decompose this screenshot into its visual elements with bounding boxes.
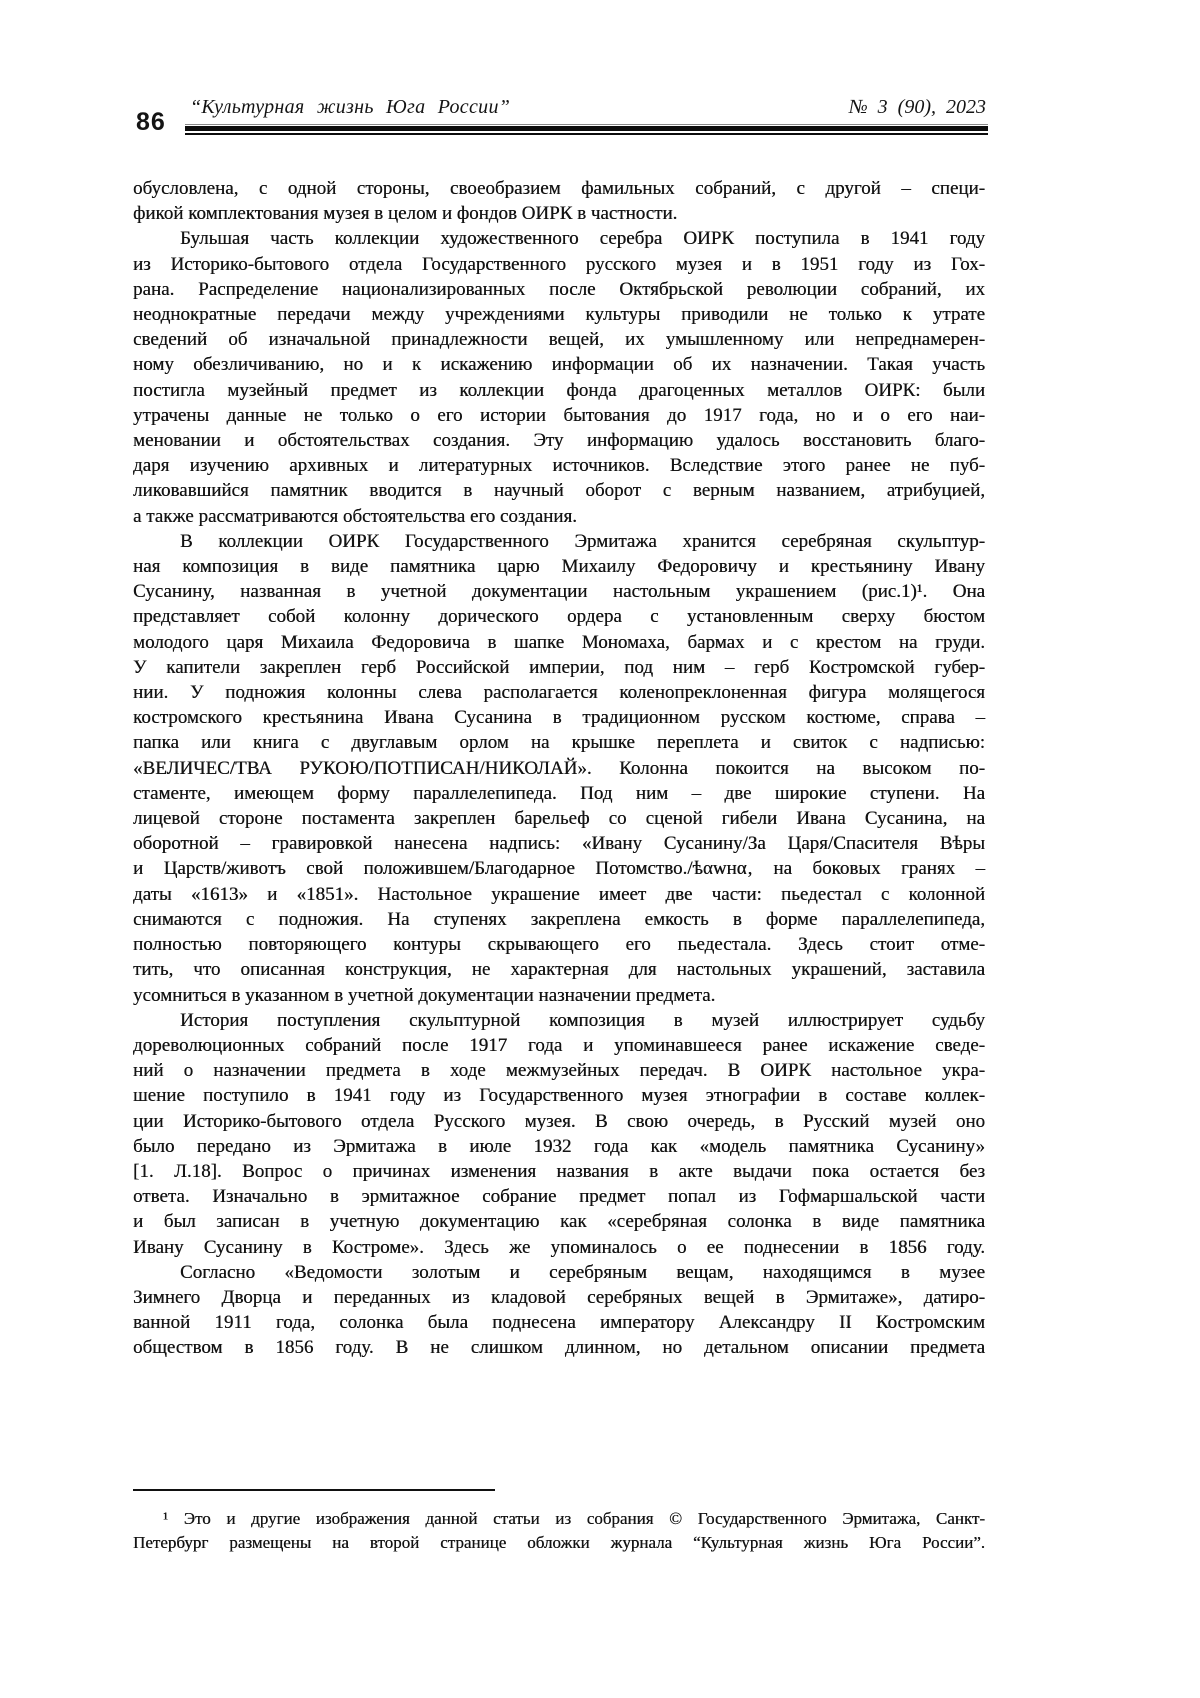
page-number: 86 [136,108,166,136]
text-line: ному обезличиванию, но и к искажению информации об их назначении. Такая участь [133,354,985,376]
text-line: обществом в 1856 году. В не слишком длинном, но детальном описании предмета [133,1337,985,1359]
text-line: В коллекции ОИРК Государственного Эрмитажа хранится серебряная скульптур- [180,530,985,552]
text-line: Бульшая часть коллекции художественного серебра ОИРК поступила в 1941 году [180,228,985,250]
text-line: неоднократные передачи между учреждениями культуры приводили не только к утрате [133,304,985,326]
text-line: сведений об изначальной принадлежности вещей, их умышленному или непреднамерен- [133,329,985,351]
issue-number: № 3 (90), 2023 [848,96,986,118]
text-line: утрачены данные не только о его истории бытования до 1917 года, но и о его наи- [133,404,985,426]
text-line: ликовавшийся памятник вводится в научный оборот с верным названием, атрибуцией, [133,480,985,502]
text-line: оборотной – гравировкой нанесена надпись: «Ивану Сусанину/За Царя/Спасителя Вѣры [133,833,985,855]
text-line: костромского крестьянина Ивана Сусанина в традиционном русском костюме, справа – [133,707,985,729]
text-line: полностью повторяющего контуры скрывающего его пьедестала. Здесь стоит отме- [133,934,985,956]
text-line: даря изучению архивных и литературных источников. Вследствие этого ранее не пуб- [133,455,985,477]
text-line: ний о назначении предмета в ходе межмузейных передач. В ОИРК настольное укра- [133,1060,985,1082]
text-line: ная композиция в виде памятника царю Михаилу Федоровичу и крестьянину Ивану [133,556,985,578]
text-line: дореволюционных собраний после 1917 года и упоминавшееся ранее искажение сведе- [133,1034,985,1056]
paragraph [133,1260,985,1361]
footnote-separator [133,1489,495,1491]
header-rule-thick [185,126,988,131]
text-line: Петербург размещены на второй странице обложки журнала “Культурная жизнь Юга России”. [133,1533,985,1552]
text-line: У капители закреплен герб Российской империи, под ним – герб Костромской губер- [133,656,985,678]
journal-title: “Культурная жизнь Юга России” [190,96,511,118]
paragraph [133,1008,985,1260]
text-line: [1. Л.18]. Вопрос о причинах изменения названия в акте выдачи пока остается без [133,1160,985,1182]
text-line: шение поступило в 1941 году из Государственного музея этнографии в составе коллек- [133,1085,985,1107]
header-rule-thin-top [185,124,988,125]
paragraph [133,176,985,226]
text-line: а также рассматриваются обстоятельства его создания. [133,505,577,527]
text-line: Согласно «Ведомости золотым и серебряным вещам, находящимся в музее [180,1261,985,1283]
text-line: ции Историко-бытового отдела Русского музея. В свою очередь, в Русский музей оно [133,1110,985,1132]
running-header [190,96,986,119]
text-line: рана. Распределение национализированных после Октябрьской революции собраний, их [133,278,985,300]
text-line: тить, что описанная конструкция, не характерная для настольных украшений, заставила [133,959,985,981]
text-line: молодого царя Михаила Федоровича в шапке Мономаха, бармах и с крестом на груди. [133,631,985,653]
text-line: снимаются с подножия. На ступенях закреплена емкость в форме параллелепипеда, [133,908,985,930]
text-line: меновании и обстоятельствах создания. Эту информацию удалось восстановить благо- [133,430,985,452]
paragraph [133,529,985,1008]
text-line: из Историко-бытового отдела Государственного русского музея и в 1951 году из Гох- [133,253,985,275]
text-line: папка или книга с двуглавым орлом на крышке переплета и свиток с надписью: [133,732,985,754]
footnote [133,1507,985,1555]
text-line: Сусанину, названная в учетной документации настольным украшением (рис.1)¹. Она [133,581,985,603]
text-line: нии. У подножия колонны слева располагается коленопреклоненная фигура молящегося [133,682,985,704]
text-line: ответа. Изначально в эрмитажное собрание предмет попал из Гофмаршальской части [133,1186,985,1208]
text-line: стаменте, имеющем форму параллелепипеда. Под ним – две широкие ступени. На [133,782,985,804]
paragraph [133,226,985,528]
header-rule-thin-bottom [185,133,988,135]
text-line: История поступления скульптурной композиция в музей иллюстрирует судьбу [180,1009,985,1031]
text-line: постигла музейный предмет из коллекции фонда драгоценных металлов ОИРК: были [133,379,985,401]
text-line: усомниться в указанном в учетной документации назначении предмета. [133,984,716,1006]
text-line: ванной 1911 года, солонка была поднесена императору Александру II Костромским [133,1312,985,1334]
text-line: «ВЕЛИЧЕС/ТВА РУКОЮ/ПОТПИСАН/НИКОЛАЙ». Колонна покоится на высоком по- [133,757,985,779]
text-line: лицевой стороне постамента закреплен барельеф со сценой гибели Ивана Сусанина, на [133,808,985,830]
text-line: Ивану Сусанину в Костроме». Здесь же упоминалось о ее поднесении в 1856 году. [133,1236,985,1258]
header-rule [185,124,988,135]
text-line: фикой комплектования музея в целом и фондов ОИРК в частности. [133,203,678,225]
text-line: обусловлена, с одной стороны, своеобразием фамильных собраний, с другой – специ- [133,178,985,199]
text-line: ¹ Это и другие изображения данной статьи из собрания © Государственного Эрмитажа, Санкт- [163,1509,985,1528]
text-line: и был записан в учетную документацию как «серебряная солонка в виде памятника [133,1211,985,1233]
text-line: Зимнего Дворца и переданных из кладовой серебряных вещей в Эрмитаже», датиро- [133,1286,985,1308]
text-line: было передано из Эрмитажа в июле 1932 года как «модель памятника Сусанину» [133,1135,985,1157]
text-line: представляет собой колонну дорического ордера с установленным сверху бюстом [133,606,985,628]
article-body [133,176,985,1361]
text-line: даты «1613» и «1851». Настольное украшение имеет две части: пьедестал с колонной [133,883,985,905]
text-line: и Царств/животъ свой положившем/Благодарное Потомство./ѣαwнα‚ на боковых гранях – [133,858,985,880]
